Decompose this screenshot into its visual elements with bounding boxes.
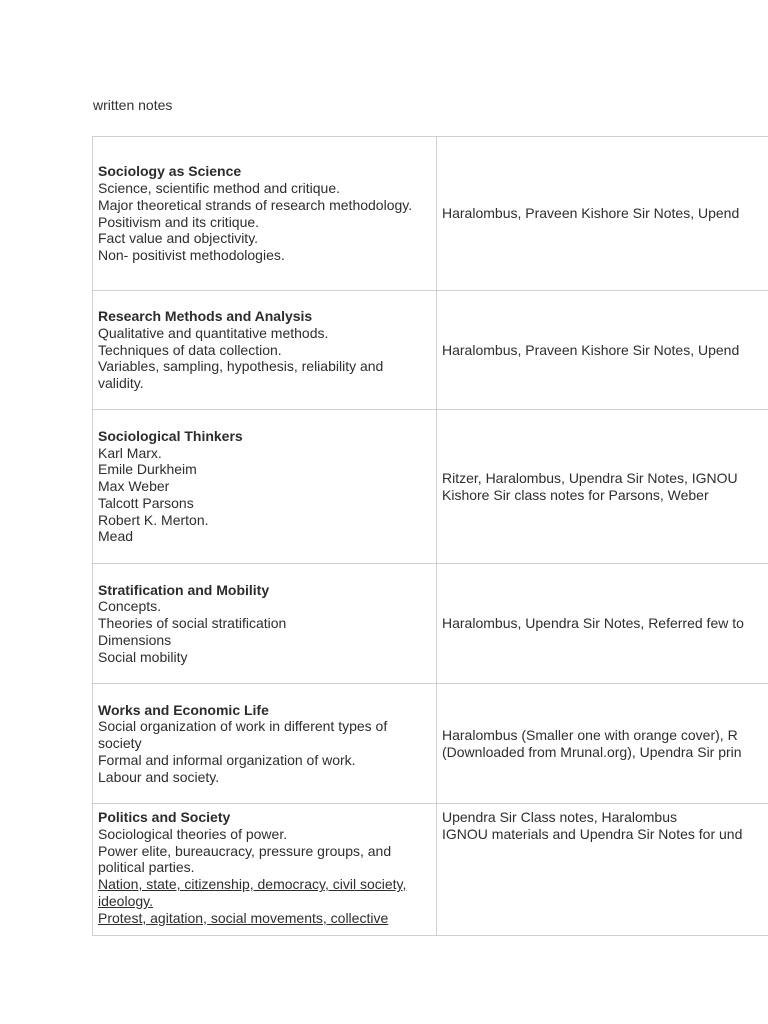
reference-cell [437, 291, 768, 410]
topic-item: Techniques of data collection. [98, 341, 282, 358]
reference-text: Upendra Sir Class notes, Haralombus [442, 809, 677, 825]
topic-title: Works and Economic Life [98, 701, 269, 718]
topic-item: Theories of social stratification [98, 615, 287, 632]
topic-item: Social mobility [98, 648, 188, 665]
topic-item: Robert K. Merton. [98, 511, 209, 528]
topic-title: Stratification and Mobility [98, 581, 270, 598]
topic-item: Emile Durkheim [98, 461, 197, 478]
topic-cell [93, 564, 437, 684]
topic-item: Qualitative and quantitative methods. [98, 324, 329, 341]
reference-text: Kishore Sir class notes for Parsons, Weber [442, 486, 709, 503]
reference-cell [437, 564, 768, 684]
reference-text: Haralombus, Upendra Sir Notes, Referred few to [442, 615, 744, 632]
reference-text: Haralombus, Praveen Kishore Sir Notes, Upend [442, 205, 740, 222]
topic-cell [93, 684, 437, 804]
topic-item: Max Weber [98, 478, 170, 495]
topic-item: Power elite, bureaucracy, pressure groups, and political parties. [98, 842, 392, 876]
topic-item: Protest, agitation, social movements, collective [98, 909, 389, 926]
topic-item: Positivism and its critique. [98, 213, 260, 230]
topic-cell [93, 410, 437, 564]
topic-item: Concepts. [98, 598, 162, 615]
topic-item: Formal and informal organization of work. [98, 751, 356, 768]
topic-item: Science, scientific method and critique. [98, 179, 341, 196]
table-row [93, 564, 768, 684]
topic-title: Politics and Society [98, 809, 231, 825]
topic-item: Karl Marx. [98, 444, 162, 461]
table-row [93, 804, 768, 936]
topic-item: Dimensions [98, 631, 172, 648]
topic-cell [93, 804, 437, 936]
reference-text: IGNOU materials and Upendra Sir Notes for und [442, 825, 743, 842]
topic-item: Labour and society. [98, 768, 220, 785]
reference-text: Haralombus (Smaller one with orange cover), R [442, 726, 738, 743]
topic-item: Talcott Parsons [98, 494, 194, 511]
topic-title: Sociological Thinkers [98, 427, 243, 444]
notes-table [92, 136, 768, 936]
topic-title: Research Methods and Analysis [98, 308, 313, 324]
reference-text: Haralombus, Praveen Kishore Sir Notes, Upend [442, 341, 740, 358]
topic-item: Mead [98, 528, 134, 545]
topic-item: Variables, sampling, hypothesis, reliability and validity. [98, 358, 384, 392]
topic-item: Fact value and objectivity. [98, 230, 259, 247]
topic-title: Sociology as Science [98, 163, 242, 180]
topic-item: Non- positivist methodologies. [98, 247, 285, 264]
topic-item: Social organization of work in different types of society [98, 718, 388, 752]
reference-text: Ritzer, Haralombus, Upendra Sir Notes, IGNOU [442, 469, 738, 486]
reference-cell [437, 137, 768, 291]
topic-item: Sociological theories of power. [98, 825, 288, 842]
topic-item: Nation, state, citizenship, democracy, civil society, ideology. [98, 876, 407, 909]
document-caption: written notes [93, 97, 173, 113]
table-row [93, 410, 768, 564]
topic-item: Major theoretical strands of research methodology. [98, 196, 413, 213]
reference-text: (Downloaded from Mrunal.org), Upendra Sir prin [442, 743, 742, 760]
table-row [93, 291, 768, 410]
topic-cell [93, 291, 437, 410]
table-row [93, 137, 768, 291]
topic-cell [93, 137, 437, 291]
reference-cell [437, 804, 768, 936]
reference-cell [437, 684, 768, 804]
reference-cell [437, 410, 768, 564]
table-row [93, 684, 768, 804]
